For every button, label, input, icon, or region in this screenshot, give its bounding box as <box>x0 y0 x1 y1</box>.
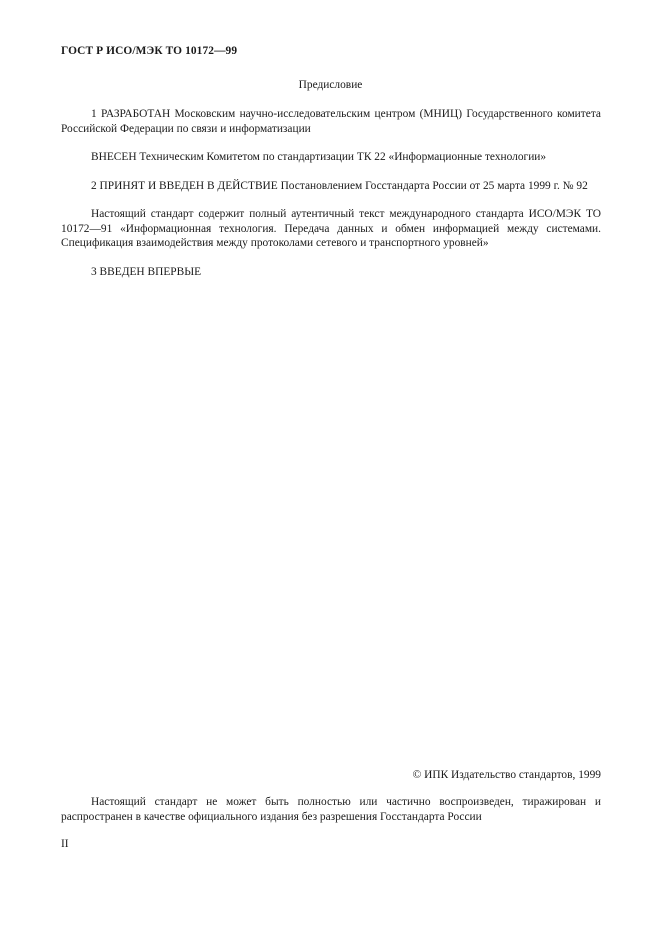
page-number: II <box>61 838 69 850</box>
section-title: Предисловие <box>298 79 363 91</box>
document-code-header: ГОСТ Р ИСО/МЭК ТО 10172—99 <box>61 45 238 57</box>
copyright-line: © ИПК Издательство стандартов, 1999 <box>412 769 601 781</box>
preface-paragraph-content: Настоящий стандарт содержит полный аутентичный текст международного стандарта ИСО/МЭК ТО 10172—91 «Информационная технология. Передача данных и обмен информацией между системами. Спецификация взаимодействия между протоколами сетевого и транспортного уровней» <box>61 208 601 249</box>
preface-paragraph-first-introduced: 3 ВВЕДЕН ВПЕРВЫЕ <box>91 265 202 278</box>
reproduction-notice: Настоящий стандарт не может быть полностью или частично воспроизведен, тиражирован и распространен в качестве официального издания без разрешения Госстандарта России <box>61 796 601 823</box>
preface-paragraph-introduced: ВНЕСЕН Техническим Комитетом по стандартизации ТК 22 «Информационные технологии» <box>91 151 547 163</box>
preface-body <box>61 107 601 293</box>
preface-paragraph-developed: 1 РАЗРАБОТАН Московским научно-исследовательским центром (МНИЦ) Государственного комитета Российской Федерации по связи и информатизации <box>61 108 601 135</box>
preface-paragraph-adopted: 2 ПРИНЯТ И ВВЕДЕН В ДЕЙСТВИЕ Постановлением Госстандарта России от 25 марта 1999 г. № 92 <box>91 179 588 192</box>
